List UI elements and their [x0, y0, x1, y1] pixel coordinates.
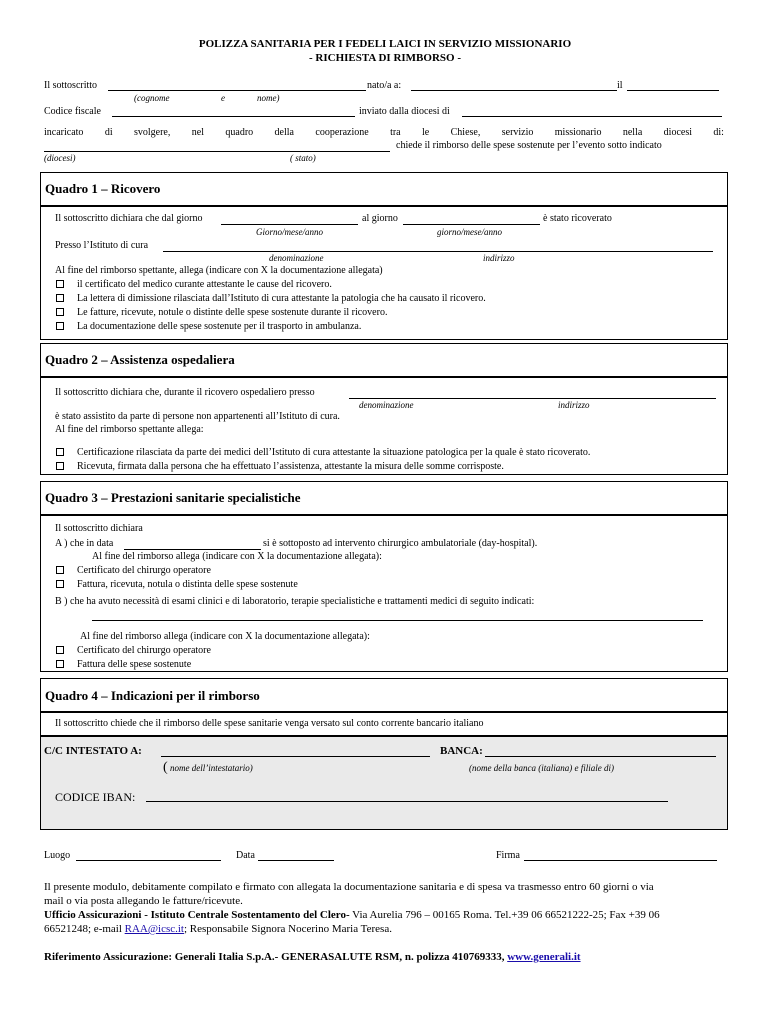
inviato-label: inviato dalla diocesi di [359, 106, 450, 117]
q2-indirizzo-hint: indirizzo [558, 400, 590, 410]
quadro3-title: Quadro 3 – Prestazioni sanitarie specialistiche [45, 490, 301, 505]
q1-presso-label: Presso l’Istituto di cura [55, 240, 149, 251]
quadro2-title: Quadro 2 – Assistenza ospedaliera [45, 352, 235, 367]
riferimento-text: Riferimento Assicurazione: Generali Italia S.p.A.- GENERASALUTE RSM, n. polizza 410769333, [44, 951, 508, 963]
incaricato-word: quadro [225, 127, 254, 138]
q4-banca-hint: (nome della banca (italiana) e filiale di) [469, 763, 614, 773]
luogo-field[interactable] [76, 860, 221, 861]
q4-intestatario-hint: nome dell’intestatario) [170, 763, 253, 773]
data-label: Data [236, 850, 255, 861]
q3-item-b[interactable]: Certificato del chirurgo operatore [56, 645, 211, 656]
birthdate-field[interactable] [627, 90, 719, 91]
incaricato-word: diocesi [663, 127, 692, 138]
diocesi-hint: (diocesi) [44, 153, 76, 163]
q3-a-date-field[interactable] [124, 549, 261, 550]
birthplace-field[interactable] [411, 90, 617, 91]
checkbox-icon[interactable] [56, 308, 64, 316]
q4-iban-field[interactable] [146, 801, 668, 802]
q2-allega: Al fine del rimborso spettante allega: [55, 424, 204, 435]
q4-chiede: Il sottoscritto chiede che il rimborso delle spese sanitarie venga versato sul conto corrente bancario italiano [55, 718, 484, 729]
q4-intestatario-field[interactable] [161, 756, 430, 757]
contact-line [44, 923, 392, 935]
title-line-1: POLIZZA SANITARIA PER I FEDELI LAICI IN SERVIZIO MISSIONARIO [198, 38, 572, 50]
checkbox-icon[interactable] [56, 294, 64, 302]
nato-label: nato/a a: [367, 80, 402, 91]
q1-item[interactable]: La documentazione delle spese sostenute per il trasporto in ambulanza. [56, 321, 361, 332]
q2-item[interactable]: Ricevuta, firmata dalla persona che ha effettuato l’assistenza, attestante la misura delle somme corrisposte. [56, 461, 504, 472]
sottoscritto-label: Il sottoscritto [44, 80, 98, 91]
incaricato-word: Chiese, [450, 127, 481, 138]
q1-al-label: al giorno [362, 213, 398, 224]
q3-b: B ) che ha avuto necessità di esami clinici e di laboratorio, terapie specialistiche e trattamenti medici di seguito indicati: [55, 596, 535, 607]
ufficio-address: Via Aurelia 796 – 00165 Roma. Tel.+39 06 66521222-25; Fax +39 06 [349, 909, 660, 921]
q4-cc-label: C/C INTESTATO A: [44, 745, 142, 757]
email-link[interactable]: RAA@icsc.it [124, 923, 184, 935]
incaricato-line [44, 127, 724, 138]
q1-allega: Al fine del rimborso spettante, allega (indicare con X la documentazione allegata) [55, 265, 383, 276]
q4-paren: ( [163, 760, 168, 775]
firma-label: Firma [496, 850, 520, 861]
incaricato-word: di: [713, 127, 724, 138]
incaricato-word: incaricato [44, 127, 84, 138]
responsabile-text: ; Responsabile Signora Nocerino Maria Teresa. [183, 923, 392, 935]
note-line-1: Il presente modulo, debitamente compilato e firmato con allegata la documentazione sanitaria e di spesa va trasmesso entro 60 giorni o via [44, 881, 654, 893]
q3-allega-b: Al fine del rimborso allega (indicare con X la documentazione allegata): [80, 631, 370, 642]
quadro1-title: Quadro 1 – Ricovero [45, 181, 161, 196]
incaricato-word: servizio [501, 127, 534, 138]
q1-item[interactable]: La lettera di dimissione rilasciata dall’Istituto di cura attestante la patologia che ha causato il ricovero. [56, 293, 486, 304]
q2-item[interactable]: Certificazione rilasciata da parte dei medici dell’Istituto di cura attestante la situazione patologica per la quale è stato ricoverato. [56, 447, 590, 458]
q1-istituto-field[interactable] [163, 251, 713, 252]
incaricato-word: nel [191, 127, 204, 138]
q2-presso-label: Il sottoscritto dichiara che, durante il ricovero ospedaliero presso [55, 387, 315, 398]
codice-fiscale-field[interactable] [112, 116, 355, 117]
incaricato-word: svolgere, [133, 127, 171, 138]
checkbox-icon[interactable] [56, 580, 64, 588]
data-field[interactable] [258, 860, 334, 861]
q2-assistito: è stato assistito da parte di persone non appartenenti all’Istituto di cura. [55, 411, 340, 422]
ufficio-name: Ufficio Assicurazioni - Istituto Centrale Sostentamento del Clero- [44, 909, 350, 921]
il-label: il [617, 80, 623, 91]
incaricato-word: missionario [554, 127, 602, 138]
q3-item-b[interactable]: Fattura delle spese sostenute [56, 659, 191, 670]
q1-item[interactable]: Le fatture, ricevute, notule o distinte delle spese sostenute durante il ricovero. [56, 307, 387, 318]
q3-item-a[interactable]: Fattura, ricevuta, notula o distinta delle spese sostenute [56, 579, 298, 590]
q1-dal-field[interactable] [221, 224, 358, 225]
q2-denominazione-hint: denominazione [359, 400, 414, 410]
q3-b-field[interactable] [92, 620, 703, 621]
cognome-hint: (cognome [134, 93, 170, 103]
incaricato-word: di [104, 127, 113, 138]
checkbox-icon[interactable] [56, 448, 64, 456]
q2-presso-field[interactable] [349, 398, 716, 399]
q4-iban-label: CODICE IBAN: [55, 790, 136, 804]
e-hint: e [221, 93, 225, 103]
stato-hint: ( stato) [290, 153, 316, 163]
q1-item[interactable]: il certificato del medico curante attestante le cause del ricovero. [56, 279, 332, 290]
incaricato-word: le [422, 127, 430, 138]
q1-indirizzo-hint: indirizzo [483, 253, 515, 263]
q3-dichiara: Il sottoscritto dichiara [55, 523, 143, 534]
q1-ricoverato-label: è stato ricoverato [543, 213, 612, 224]
name-field[interactable] [108, 90, 366, 91]
riferimento-line [44, 951, 581, 963]
q3-item-a[interactable]: Certificato del chirurgo operatore [56, 565, 211, 576]
incaricato-word: nella [622, 127, 643, 138]
firma-field[interactable] [524, 860, 717, 861]
q3-a-label: A ) che in data [55, 538, 114, 549]
incaricato-word: cooperazione [315, 127, 369, 138]
q1-giorno-hint-1: Giorno/mese/anno [256, 227, 323, 237]
ufficio-line [44, 909, 660, 921]
checkbox-icon[interactable] [56, 566, 64, 574]
website-link[interactable]: www.generali.it [507, 951, 581, 963]
luogo-label: Luogo [44, 850, 71, 861]
fax-text: 66521248; e-mail [44, 923, 125, 935]
checkbox-icon[interactable] [56, 646, 64, 654]
checkbox-icon[interactable] [56, 462, 64, 470]
incaricato-word: tra [390, 127, 401, 138]
q4-banca-label: BANCA: [440, 745, 483, 757]
nome-hint: nome) [257, 93, 280, 103]
q4-bank-box [40, 736, 728, 830]
q3-allega-a: Al fine del rimborso allega (indicare con X la documentazione allegata): [92, 551, 382, 562]
checkbox-icon[interactable] [56, 660, 64, 668]
q4-banca-field[interactable] [485, 756, 716, 757]
note-line-2: mail o via posta allegando le fatture/ricevute. [44, 895, 243, 907]
checkbox-icon[interactable] [56, 322, 64, 330]
diocesi-origin-field[interactable] [462, 116, 722, 117]
quadro4-title: Quadro 4 – Indicazioni per il rimborso [45, 688, 260, 703]
checkbox-icon[interactable] [56, 280, 64, 288]
q1-al-field[interactable] [403, 224, 540, 225]
codice-fiscale-label: Codice fiscale [44, 106, 101, 117]
diocesi-stato-field[interactable] [44, 151, 390, 152]
q1-dal-label: Il sottoscritto dichiara che dal giorno [55, 213, 203, 224]
title-line-2: - RICHIESTA DI RIMBORSO - [309, 52, 461, 64]
q3-a-rest: si è sottoposto ad intervento chirurgico ambulatoriale (day-hospital). [263, 538, 538, 549]
q1-giorno-hint-2: giorno/mese/anno [437, 227, 502, 237]
incaricato-word: della [274, 127, 294, 138]
q1-denominazione-hint: denominazione [269, 253, 324, 263]
chiede-text: chiede il rimborso delle spese sostenute per l’evento sotto indicato [396, 140, 662, 151]
